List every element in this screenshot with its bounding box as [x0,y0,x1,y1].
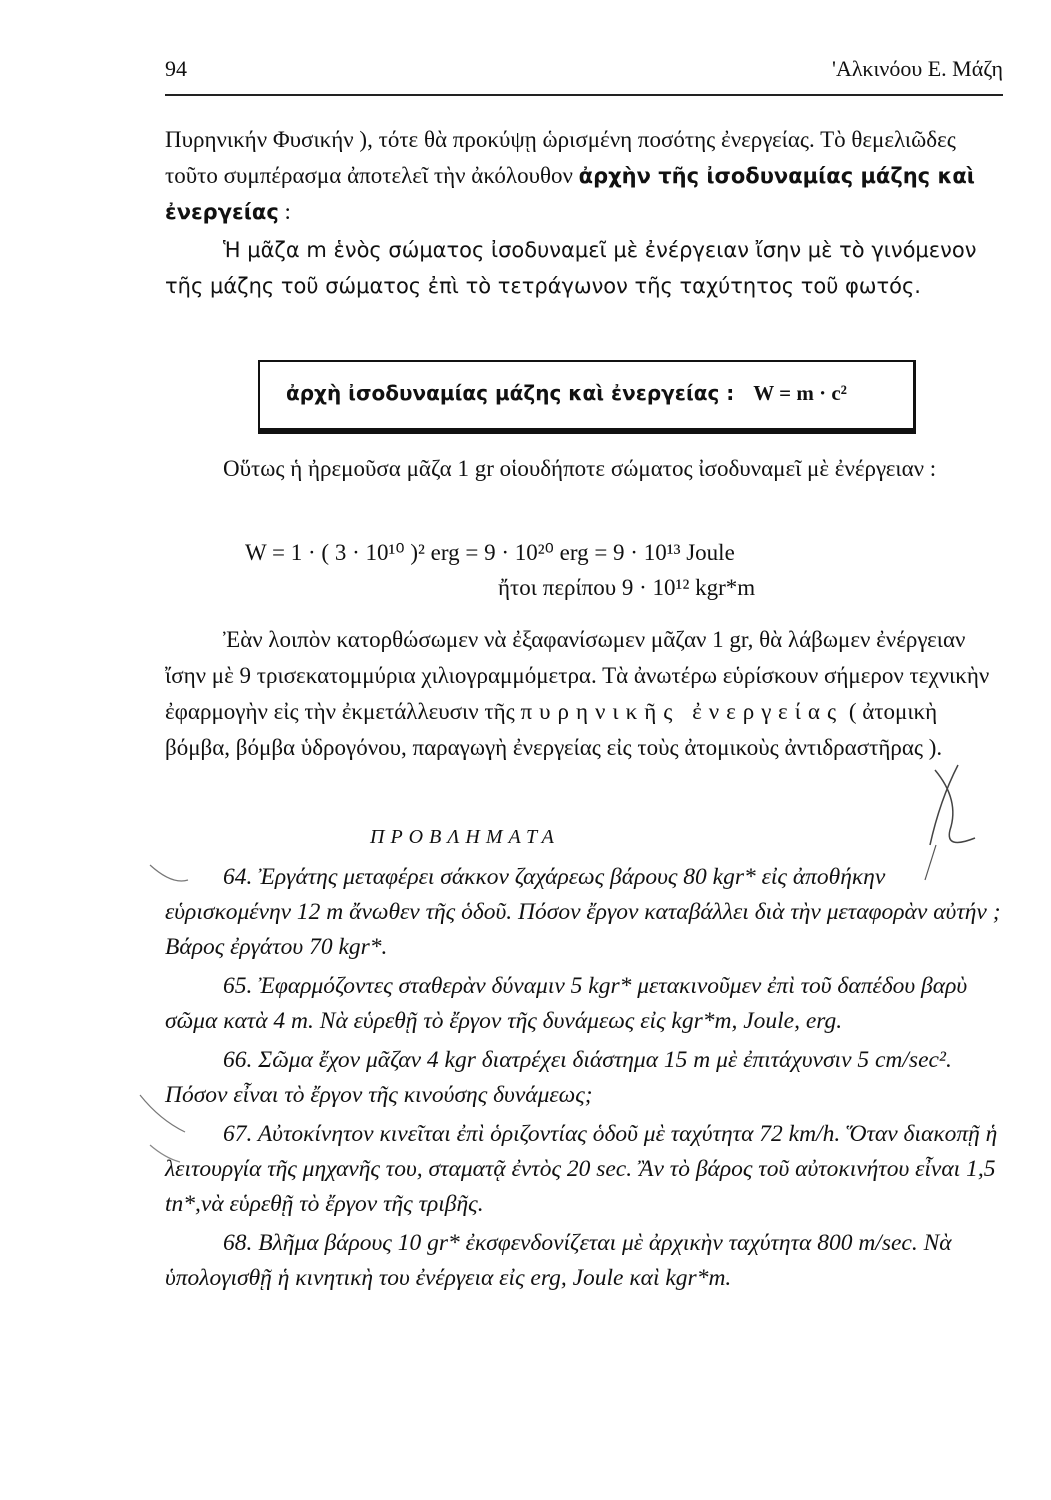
problem-65: 65. Ἐφαρμόζοντες σταθερὰν δύναμιν 5 kgr* μετακινοῦμεν ἐπὶ τοῦ δαπέδου βαρὺ σῶμα κατὰ 4 m. Νὰ εὑρεθῇ τὸ ἔργον τῆς δυνάμεως εἰς kgr*m, Joule, erg. [165,973,968,1034]
problem-66: 66. Σῶμα ἔχον μᾶζαν 4 kgr διατρέχει διάστημα 15 m μὲ ἐπιτάχυνσιν 5 cm/sec². Πόσον εἶναι τὸ ἔργον τῆς κινούσης δυνάμεως; [165,1047,952,1108]
problems-heading: ΠΡΟΒΛΗΜΑΤΑ [370,826,560,848]
pencil-mark-stroke [930,765,958,845]
pencil-mark-tail [925,845,936,880]
pencil-mark-margin-2 [140,1095,185,1132]
annihilation-tail: ( ἀτομικὴ βόμβα, βόμβα ὑδρογόνου, παραγωγὴ ἐνεργείας εἰς τοὺς ἀτομικοὺς ἀντιδραστῆρας ). [165,699,943,760]
energy-equation-kgrm: ἤτοι περίπου 9 · 10¹² kgr*m [498,575,756,600]
intro-colon: : [278,199,291,224]
pencil-mark-margin-3 [150,1145,180,1162]
problem-67: 67. Αὐτοκίνητον κινεῖται ἐπὶ ὁριζοντίας ὁδοῦ μὲ ταχύτητα 72 km/h. Ὅταν διακοπῇ ἡ λειτουργία τῆς μηχανῆς του, σταματᾷ ἐντὸς 20 sec. Ἂν τὸ βάρος τοῦ αὐτοκινήτου εἶναι 1,5 tn*,νὰ εὑρεθῇ τὸ ἔργον τῆς τριβῆς. [165,1121,998,1217]
rest-mass-paragraph: Οὕτως ἡ ἠρεμοῦσα μᾶζα 1 gr οἱουδήποτε σώματος ἰσοδυναμεῖ μὲ ἐνέργειαν : [223,456,937,481]
intro-text: Πυρηνικήν Φυσικήν ), τότε θὰ προκύψῃ ὡρισμένη ποσότης ἐνεργείας. Τὸ θεμελιῶδες τοῦτο συμπέρασμα ἀποτελεῖ τὴν ἀκόλουθον [165,127,956,188]
mass-energy-formula: W = m · c² [753,381,847,405]
problem-64: 64. Ἐργάτης μεταφέρει σάκκον ζαχάρεως βάρους 80 kgr* εἰς ἀποθήκην εὑρισκομένην 12 m ἄνωθεν τῆς ὁδοῦ. Πόσον ἔργον καταβάλλει διὰ τὴν μεταφορὰν αὐτήν ; Βάρος ἐργάτου 70 kgr*. [165,864,1001,960]
energy-equation: W = 1 · ( 3 · 10¹⁰ )² erg = 9 · 10²⁰ erg = 9 · 10¹³ Joule [245,540,735,565]
principle-statement: Ἡ μᾶζα m ἑνὸς σώματος ἰσοδυναμεῖ μὲ ἐνέργειαν ἴσην μὲ τὸ γινόμενον τῆς μάζης τοῦ σώματος ἐπὶ τὸ τετράγωνον τῆς ταχύτητος τοῦ φωτός. [165,238,977,298]
problem-68: 68. Βλῆμα βάρους 10 gr* ἐκσφενδονίζεται μὲ ἀρχικὴν ταχύτητα 800 m/sec. Νὰ ὑπολογισθῇ ἡ κινητικὴ του ἐνέργεια εἰς erg, Joule καὶ kgr*m. [165,1230,952,1291]
page-number: 94 [165,56,187,81]
principle-name: ἀρχὴν τῆς ἰσοδυναμίας μάζης καὶ ἐνεργείας [165,164,975,224]
pencil-mark-margin-1 [150,865,188,881]
running-title: 'Αλκινόου Ε. Μάζη [832,56,1003,81]
nuclear-energy-term: πυρηνικῆς ἐνεργείας [520,699,844,724]
principle-box-label: ἀρχὴ ἰσοδυναμίας μάζης καὶ ἐνεργείας : [286,381,735,405]
annihilation-text: Ἐὰν λοιπὸν κατορθώσωμεν νὰ ἐξαφανίσωμεν μᾶζαν 1 gr, θὰ λάβωμεν ἐνέργειαν ἴσην μὲ 9 τρισεκατομμύρια χιλιογραμμόμετρα. Τὰ ἀνωτέρω εὑρίσκουν σήμερον τεχνικὴν ἐφαρμογὴν εἰς τὴν ἐκμετάλλευσιν τῆς [165,627,990,724]
